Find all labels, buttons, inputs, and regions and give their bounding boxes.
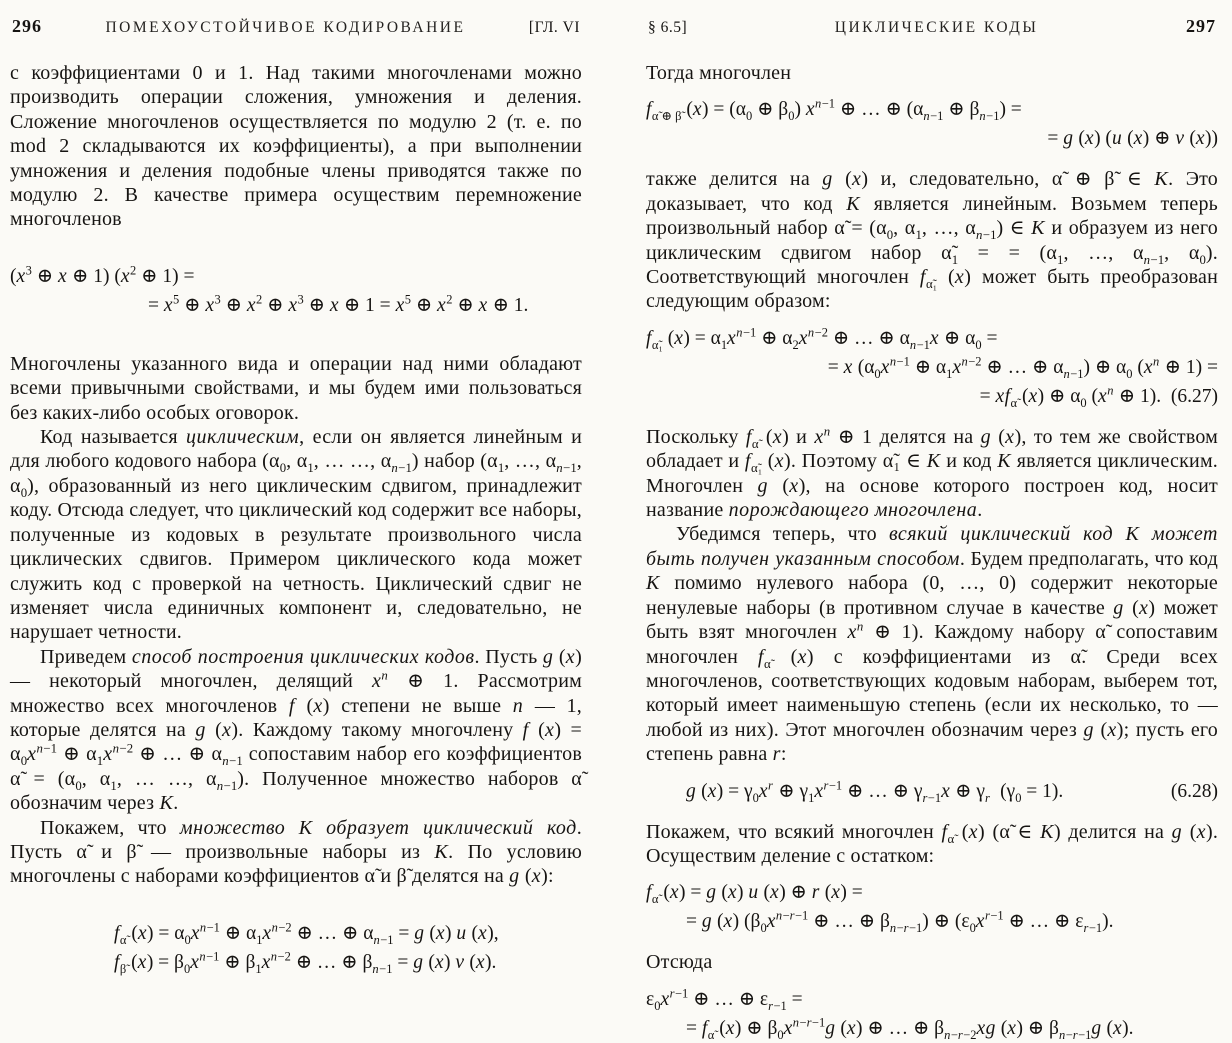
formula-block [646,777,1218,806]
paragraph: Покажем, что множество K образует циклический код. Пусть α̃ и β̃ — произвольные наборы из K. По условию многочлены с наборами коэффициентов α̃ и β̃ делятся на g (x): [10,816,582,888]
chapter-ref: [ГЛ. VI [528,19,580,36]
formula-block [646,878,1218,936]
formula-line: $f_{\alphã_1}$ $(x) = \alpha_1x^{n-1}$ ⊕ $\alpha_2x^{n-2}$ ⊕ … ⊕ $\alpha_{n-1}x$ ⊕ $\alpha_0$ = [646,325,998,352]
page-header-right [646,0,1218,61]
paragraph: также делится на g (x) и, следовательно, α̃ ⊕ β̃ ∈ K. Это доказывает, что код K является линейным. Возьмем теперь произвольный набор α̃ = ($\alpha_0$, $\alpha_1$, …, $\alpha_{n-1}$) ∈ K и образуем из него циклическим сдвигом набор $\alphã_1$ = = ($\alpha_1$, …, $\alpha_{n-1}$, $\alpha_0$). Соответствующий многочлен $f_{\alphã_1}$ (x) может быть преобразован следующим образом: [646,168,1219,313]
formula-line: = g (x) ($\beta_0x^{n-r-1}$ ⊕ … ⊕ $\beta_{n-r-1}$) ⊕ ($\varepsilon_0x^{r-1}$ ⊕ … ⊕ $\varepsilon_{r-1}$). [686,908,1114,936]
equation-number: (6.28) [1170,780,1218,802]
page-number: 296 [12,16,42,36]
formula-line: $f_{\alphã \oplus \betã}$ $(x) = (\alpha_0$ ⊕ $\beta_0$) $x^{n-1}$ ⊕ … ⊕ ($\alpha_{n-1}$ ⊕ $\beta_{n-1}$) = [646,96,1022,124]
formula-block [10,262,582,320]
formula-block [10,919,582,977]
running-title: ПОМЕХОУСТОЙЧИВОЕ КОДИРОВАНИЕ [105,19,466,36]
paragraph: Покажем, что всякий многочлен $f_{\alphã}$ (x) (α̃ ∈ K) делится на g (x). Осуществим деление с остатком: [646,820,1219,867]
page-right [616,0,1232,1042]
paragraph: с коэффициентами 0 и 1. Над такими многочленами можно производить операции сложения, умножения и деления. Сложение многочленов осуществляется по модулю 2 (т. е. по mod 2 складываются их коэффициенты), а при выполнении умножения и деления подобные члены приводятся также по модулю 2. В качестве примера осуществим перемножение многочленов [10,62,582,231]
formula-block [646,324,1218,411]
page-header-left [10,0,582,61]
paragraph: Отсюда [646,951,713,974]
formula-line: $f_{\alphã}$ (x) = g (x) u (x) ⊕ r (x) = [646,882,863,907]
paragraph: Тогда многочлен [646,62,792,84]
paragraph: Убедимся теперь, что всякий циклический код K может быть получен указанным способом. Будем предполагать, что код K помимо нулевого набора (0, …, 0) содержит некоторые ненулевые наборы (в противном случае в качестве g (x) может быть взят многочлен $x^n$ ⊕ 1). Каждому набору α̃ сопоставим многочлен $f_{\alphã}$ (x) с коэффициентами из α̃. Среди всех многочленов, соответствующих кодовым наборам, выберем тот, который имеет наименьшую степень (если их несколько, то — любой из них). Этот многочлен обозначим через g (x); пусть его степень равна r: [646,523,1219,766]
page-number: 297 [1186,16,1216,36]
page-body [10,61,582,977]
formula-block [646,985,1218,1043]
paragraph: Многочлены указанного вида и операции над ними обладают всеми привычными свойствами, и мы будем ими пользоваться без каких-либо особых оговорок. [10,352,582,424]
formula-line: ($x^3$ ⊕ x ⊕ 1) ($x^2$ ⊕ 1) = [10,263,195,287]
paragraph: Приведем способ построения циклических кодов. Пусть g (x) — некоторый многочлен, делящий $x^n$ ⊕ 1. Рассмотрим множество всех многочленов f (x) степени не выше n — 1, которые делятся на g (x). Каждому такому многочлену f $(x) = \alpha_0x^{n-1}$ ⊕ $\alpha_1x^{n-2}$ ⊕ … ⊕ $\alpha_{n-1}$ сопоставим набор его коэффициентов α̃ = ($\alpha_0$, $\alpha_1$, … …, $\alpha_{n-1}$). Полученное множество наборов α̃ обозначим через K. [10,645,583,815]
formula-block [646,95,1218,153]
formula-line: g $(x) = \gamma_0x^r$ ⊕ $\gamma_1x^{r-1}$ ⊕ … ⊕ $\gamma_{r-1}x$ ⊕ $\gamma_r$ $(\gamma_0 = 1)$. (6.28) [686,778,1218,805]
section-ref: § 6.5] [648,19,688,36]
formula-line: $f_{\betã}$ $(x) = \beta_0x^{n-1}$ ⊕ $\beta_1x^{n-2}$ ⊕ … ⊕ $\beta_{n-1} = g$ (x) v (x). [114,949,497,976]
formula-line: = $xf_{\alphã}$ (x) ⊕ $\alpha_0$ ($x^n$ ⊕ 1). (6.27) [979,383,1218,410]
formula-line: = g (x) (u (x) ⊕ v (x)) [1047,128,1218,150]
formula-line: = $x^5$ ⊕ $x^3$ ⊕ $x^2$ ⊕ $x^3$ ⊕ x ⊕ $1 = x^5$ ⊕ $x^2$ ⊕ x ⊕ 1. [148,292,529,316]
page-left [0,0,616,978]
formula-line: = x ($\alpha_0x^{n-1}$ ⊕ $\alpha_1x^{n-2}$ ⊕ … ⊕ $\alpha_{n-1}$) ⊕ $\alpha_0$ ($x^n$ ⊕ 1) = [827,354,1218,381]
formula-line: = $f_{\alphã}$ (x) ⊕ $\beta_0x^{n-r-1}g$ (x) ⊕ … ⊕ $\beta_{n-r-2}xg$ (x) ⊕ $\beta_{n-r-1}g$ (x). [686,1015,1134,1042]
formula-line: $\varepsilon_0x^{r-1}$ ⊕ … ⊕ $\varepsilon_{r-1}$ = [646,986,803,1013]
page-body [646,61,1218,1043]
running-title: ЦИКЛИЧЕСКИЕ КОДЫ [834,19,1039,36]
paragraph: Код называется циклическим, если он является линейным и для любого кодового набора ($\alpha_0$, $\alpha_1$, … …, $\alpha_{n-1}$) набор ($\alpha_1$, …, $\alpha_{n-1}$, $\alpha_0$), образованный из него циклическим сдвигом, принадлежит коду. Отсюда следует, что циклический код содержит все наборы, полученные из кодовых в результате произвольного числа циклических сдвигов. Примером циклического кода может служить код с проверкой на четность. Циклический сдвиг не изменяет числа единичных компонент и, следовательно, не нарушает четности. [10,426,582,644]
paragraph: Поскольку $f_{\alphã}$ (x) и $x^n$ ⊕ 1 делятся на g (x), то тем же свойством обладает и $f_{\alphã_1}$ (x). Поэтому α̃₁ ∈ K и код K является циклическим. Многочлен g (x), на основе которого построен код, носит название порождающего многочлена. [646,424,1219,522]
formula-line: $f_{\alphã}$ $(x) = \alpha_0x^{n-1}$ ⊕ $\alpha_1x^{n-2}$ ⊕ … ⊕ $\alpha_{n-1} = g$ (x) u (x), [114,920,499,947]
